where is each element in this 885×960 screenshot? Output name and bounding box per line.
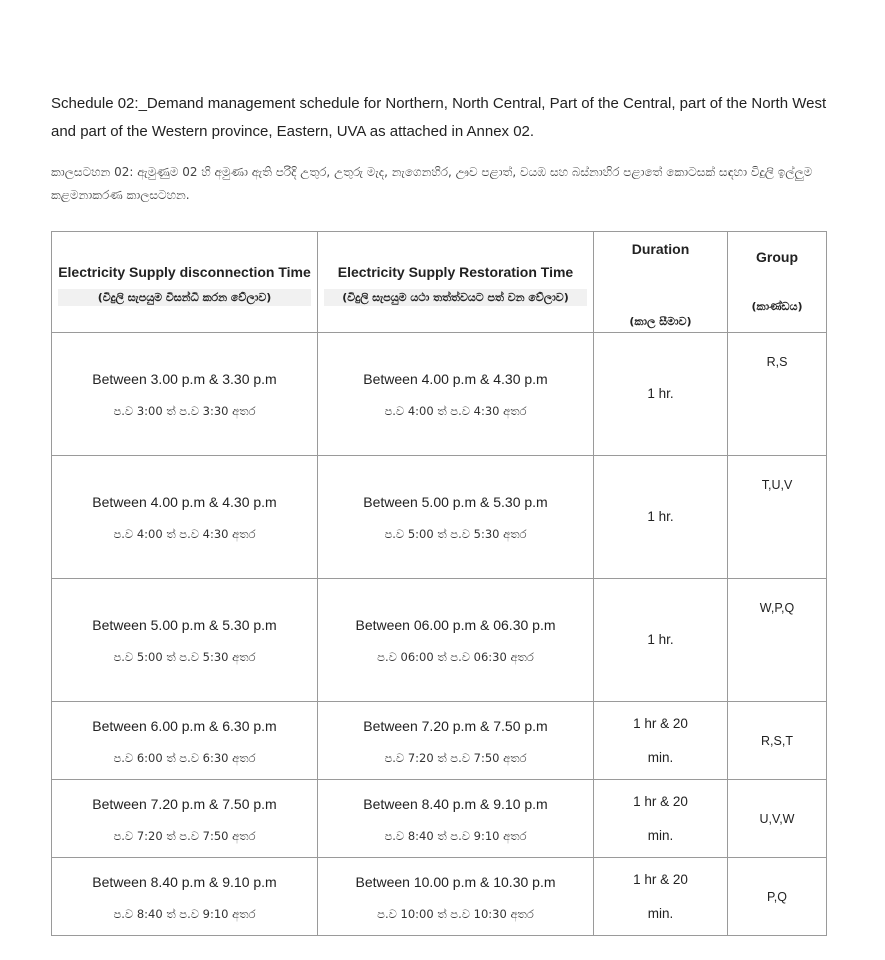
header-group-en: Group: [756, 249, 798, 265]
restoration-time-en: Between 7.20 p.m & 7.50 p.m: [363, 717, 548, 734]
header-restoration-time-en: Electricity Supply Restoration Time: [337, 263, 574, 280]
disconnection-time-en: Between 6.00 p.m & 6.30 p.m: [92, 717, 277, 734]
group-cell: R,S,T: [728, 702, 827, 780]
table-row: [52, 702, 827, 780]
restoration-time-en: Between 10.00 p.m & 10.30 p.m: [355, 873, 556, 890]
disconnection-cell: [52, 702, 318, 780]
header-duration-si: (කාල සීමාව): [629, 315, 692, 328]
restoration-time-si: ප.ව 10:00 ත් ප.ව 10:30 අතර: [377, 906, 534, 921]
restoration-cell: [318, 579, 594, 702]
header-restoration-time-si: (විදුලි සැපයුම යථා තත්ත්වයට පත් වන වේලාව): [324, 289, 587, 306]
table-row: [52, 780, 827, 858]
disconnection-cell: [52, 780, 318, 858]
disconnection-time-en: Between 5.00 p.m & 5.30 p.m: [92, 617, 277, 633]
header-disconnection-time-en: Electricity Supply disconnection Time: [58, 263, 311, 280]
group-cell: P,Q: [728, 858, 827, 936]
duration-cell: [594, 702, 728, 780]
table-row: [52, 333, 827, 456]
group-cell: W,P,Q: [728, 579, 827, 702]
duration-cell: 1 hr.: [594, 579, 728, 702]
duration-line1: 1 hr & 20: [633, 871, 688, 887]
restoration-time-en: Between 8.40 p.m & 9.10 p.m: [363, 795, 548, 812]
heading-english: Schedule 02:_Demand management schedule for Northern, North Central, Part of the Central, part of the North West and part of the Western province, Eastern, UVA as attached in Annex 02.: [51, 95, 827, 140]
header-disconnection-time: [52, 232, 318, 333]
duration-line2: min.: [647, 749, 674, 765]
restoration-time-en: Between 4.00 p.m & 4.30 p.m: [363, 371, 548, 387]
disconnection-time-en: Between 3.00 p.m & 3.30 p.m: [92, 371, 277, 387]
header-group: [728, 232, 827, 333]
duration-cell: [594, 858, 728, 936]
duration-cell: 1 hr.: [594, 456, 728, 579]
restoration-time-en: Between 5.00 p.m & 5.30 p.m: [363, 494, 548, 510]
table-row: [52, 858, 827, 936]
disconnection-cell: [52, 456, 318, 579]
disconnection-time-en: Between 7.20 p.m & 7.50 p.m: [92, 795, 277, 812]
restoration-time-si: ප.ව 5:00 ත් ප.ව 5:30 අතර: [384, 527, 527, 541]
restoration-cell: [318, 858, 594, 936]
disconnection-time-si: ප.ව 4:00 ත් ප.ව 4:30 අතර: [113, 527, 256, 541]
disconnection-cell: [52, 333, 318, 456]
disconnection-time-en: Between 8.40 p.m & 9.10 p.m: [92, 873, 277, 890]
group-cell: T,U,V: [728, 456, 827, 579]
table-header-row: [52, 232, 827, 333]
group-cell: U,V,W: [728, 780, 827, 858]
disconnection-time-si: ප.ව 7:20 ත් ප.ව 7:50 අතර: [113, 828, 256, 843]
duration-cell: [594, 780, 728, 858]
disconnection-time-si: ප.ව 5:00 ත් ප.ව 5:30 අතර: [113, 650, 256, 664]
restoration-time-en: Between 06.00 p.m & 06.30 p.m: [355, 617, 556, 633]
disconnection-time-en: Between 4.00 p.m & 4.30 p.m: [92, 494, 277, 510]
restoration-cell: [318, 780, 594, 858]
disconnection-time-si: ප.ව 3:00 ත් ප.ව 3:30 අතර: [113, 404, 256, 418]
duration-line2: min.: [647, 905, 674, 921]
table-row: [52, 456, 827, 579]
schedule-table: [51, 231, 827, 936]
duration-cell: 1 hr.: [594, 333, 728, 456]
restoration-cell: [318, 456, 594, 579]
restoration-time-si: ප.ව 4:00 ත් ප.ව 4:30 අතර: [384, 404, 527, 418]
heading-sinhala: කාලසටහන 02: ඇමුණුම 02 හි අමුණා ඇති පරිදි උතුර, උතුරු මැද, නැගෙනහිර, ඌව පළාත්, වයඹ සහ බස්නාහිර පළාතේ කොටසක් සඳහා විදුලි ඉල්ලුම කළමනාකරණ කාලසටහන.: [51, 165, 813, 202]
restoration-time-si: ප.ව 8:40 ත් ප.ව 9:10 අතර: [384, 828, 527, 843]
duration-line1: 1 hr & 20: [633, 715, 688, 731]
restoration-cell: [318, 702, 594, 780]
disconnection-time-si: ප.ව 8:40 ත් ප.ව 9:10 අතර: [113, 906, 256, 921]
disconnection-cell: [52, 858, 318, 936]
duration-line2: min.: [647, 827, 674, 843]
table-row: [52, 579, 827, 702]
header-restoration-time: [318, 232, 594, 333]
duration-line1: 1 hr & 20: [633, 793, 688, 809]
header-disconnection-time-si: (විදුලි සැපයුම විසන්ධි කරන වේලාව): [58, 289, 311, 306]
header-duration-en: Duration: [631, 241, 690, 257]
group-cell: R,S: [728, 333, 827, 456]
header-group-si: (කාණ්ඩය): [751, 300, 803, 313]
header-duration: [594, 232, 728, 333]
restoration-time-si: ප.ව 06:00 ත් ප.ව 06:30 අතර: [377, 650, 534, 664]
restoration-cell: [318, 333, 594, 456]
disconnection-cell: [52, 579, 318, 702]
restoration-time-si: ප.ව 7:20 ත් ප.ව 7:50 අතර: [384, 750, 527, 765]
disconnection-time-si: ප.ව 6:00 ත් ප.ව 6:30 අතර: [113, 750, 256, 765]
